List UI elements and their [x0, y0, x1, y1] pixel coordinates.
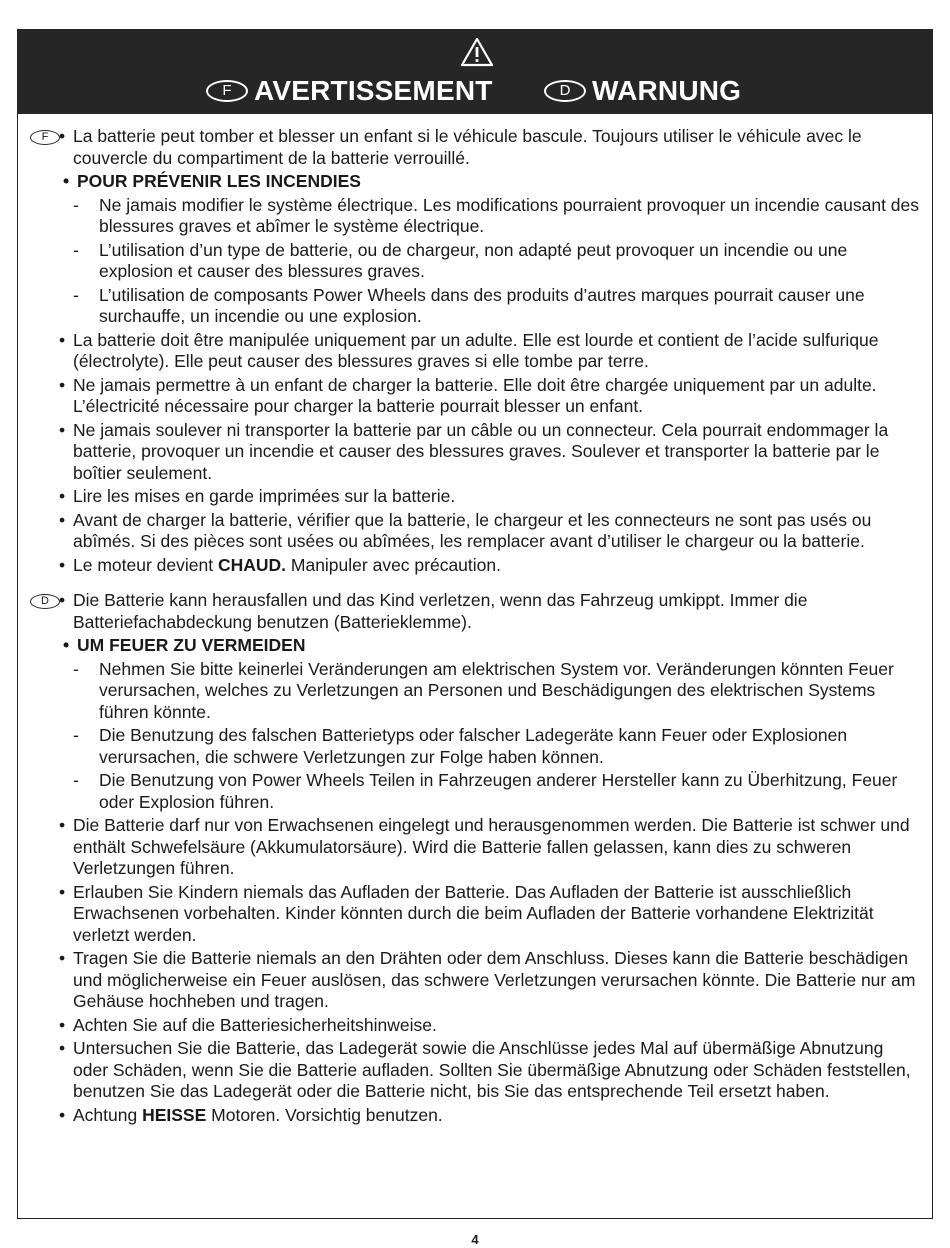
- sub-list-item: - L’utilisation de composants Power Wheels dans des produits d’autres marques pourrait causer une surchauffe, un incendie ou une explosion.: [73, 284, 865, 326]
- fire-prevention-heading: • POUR PRÉVENIR LES INCENDIES: [63, 171, 361, 191]
- sub-list-item: - Die Benutzung von Power Wheels Teilen in Fahrzeugen anderer Hersteller kann zu Überhitzung, Feuer oder Explosion führen.: [73, 770, 898, 812]
- german-title-group: [544, 73, 741, 109]
- list-item: • Avant de charger la batterie, vérifier que la batterie, le chargeur et les connecteurs ne sont pas usés ou abîmés. Si des pièces sont usées ou abîmées, les remplacer avant d’utiliser le chargeur ou la batterie.: [59, 509, 872, 551]
- german-section: [30, 590, 920, 1126]
- french-title-group: [206, 73, 493, 109]
- german-warning-title: WARNUNG: [592, 75, 742, 106]
- list-item: • Lire les mises en garde imprimées sur la batterie.: [59, 486, 456, 506]
- list-item: • Achtung HEISSE Motoren. Vorsichtig benutzen.: [59, 1104, 443, 1125]
- list-item: • Tragen Sie die Batterie niemals an den Drähten oder dem Anschluss. Dieses kann die Batterie beschädigen und möglicherweise ein Feuer auslösen, das schwere Verletzungen verursachen könnte. Die Batterie nur am Gehäuse hochheben und tragen.: [59, 948, 916, 1011]
- german-section-badge: D: [30, 594, 60, 609]
- sub-list-item: - Nehmen Sie bitte keinerlei Veränderungen am elektrischen System vor. Veränderungen könnten Feuer verursachen, welches zu Verletzungen an Personen und Beschädigungen des elektrischen Systems führen könnte.: [73, 658, 894, 722]
- sub-list-item: - L’utilisation d’un type de batterie, ou de chargeur, non adapté peut provoquer un incendie ou une explosion et causer des blessures graves.: [73, 239, 848, 281]
- list-item: • La batterie peut tomber et blesser un enfant si le véhicule bascule. Toujours utiliser le véhicule avec le couvercle du compartiment de la batterie verrouillé.: [59, 126, 862, 168]
- warning-header: [18, 30, 932, 114]
- sub-list-item: - Die Benutzung des falschen Batterietyps oder falscher Ladegeräte kann Feuer oder Explosionen verursachen, die schwere Verletzungen zur Folge haben können.: [73, 725, 848, 767]
- list-item: • Die Batterie darf nur von Erwachsenen eingelegt und herausgenommen werden. Die Batterie ist schwer und enthält Schwefelsäure (Akkumulatorsäure). Wird die Batterie fallen gelassen, kann dies zu schweren Verletzungen führen.: [59, 815, 910, 878]
- french-warning-title: AVERTISSEMENT: [254, 75, 493, 106]
- list-item: • Ne jamais permettre à un enfant de charger la batterie. Elle doit être chargée uniquement par un adulte. L’électricité nécessaire pour charger la batterie pourrait blesser un enfant.: [59, 374, 877, 416]
- list-item: • Ne jamais soulever ni transporter la batterie par un câble ou un connecteur. Cela pourrait endommager la batterie, provoquer un incendie et causer des blessures graves. Soulever et transporter la batterie par le boîtier seulement.: [59, 419, 889, 483]
- warning-triangle-icon: [460, 37, 494, 67]
- list-item: • Le moteur devient CHAUD. Manipuler avec précaution.: [59, 554, 501, 575]
- list-item: • Achten Sie auf die Batteriesicherheitshinweise.: [59, 1014, 437, 1035]
- sub-list-item: - Ne jamais modifier le système électrique. Les modifications pourraient provoquer un incendie causant des blessures graves et abîmer le système électrique.: [73, 194, 920, 236]
- fire-prevention-heading: • UM FEUER ZU VERMEIDEN: [63, 635, 306, 655]
- french-section-badge: F: [30, 130, 60, 145]
- warning-box: [17, 29, 933, 1219]
- list-item: • Die Batterie kann herausfallen und das Kind verletzen, wenn das Fahrzeug umkippt. Immer die Batteriefachabdeckung benutzen (Batterieklemme).: [59, 590, 808, 632]
- list-item: • Untersuchen Sie die Batterie, das Ladegerät sowie die Anschlüsse jedes Mal auf übermäßige Abnutzung oder Schäden, wenn Sie die Batterie aufladen. Sollten Sie übermäßige Abnutzung oder Schäden feststellen, benutzen Sie das Ladegerät oder die Batterie nicht, bis Sie das entsprechende Teil ersetzt haben.: [59, 1038, 911, 1101]
- warning-content: [30, 126, 920, 1140]
- list-item: • La batterie doit être manipulée uniquement par un adulte. Elle est lourde et contient de l’acide sulfurique (électrolyte). Elle peut causer des blessures graves si elle tombe par terre.: [59, 329, 879, 371]
- french-language-badge: F: [206, 80, 248, 102]
- page-number: 4: [471, 1232, 479, 1247]
- list-item: • Erlauben Sie Kindern niemals das Aufladen der Batterie. Das Aufladen der Batterie ist ausschließlich Erwachsenen vorbehalten. Kinder könnten durch die beim Aufladen der Batterie vorhandene Elektrizität verletzt werden.: [59, 881, 874, 945]
- german-language-badge: D: [544, 80, 586, 102]
- french-section: [30, 126, 920, 576]
